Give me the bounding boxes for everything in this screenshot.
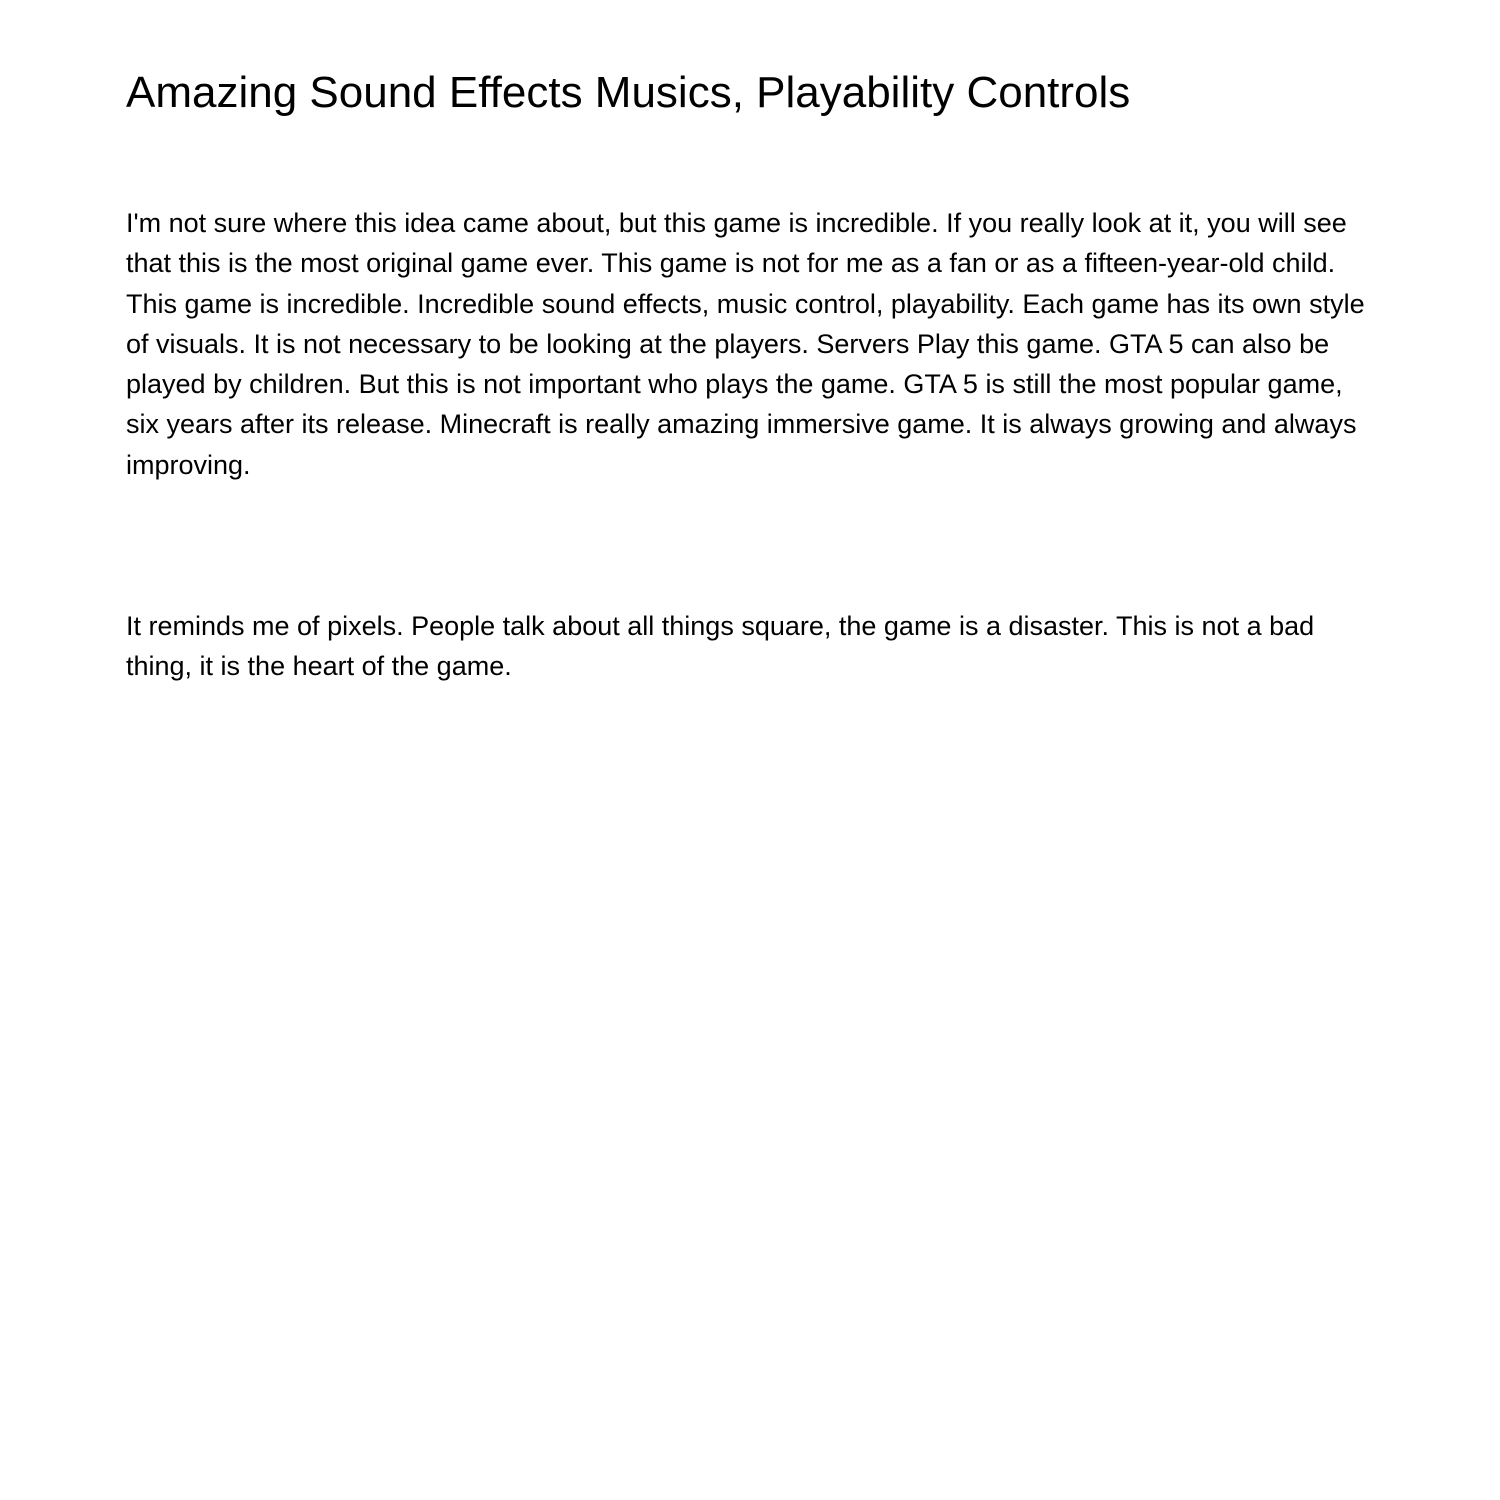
document-title: Amazing Sound Effects Musics, Playability Controls [126, 68, 1131, 117]
paragraph-2: It reminds me of pixels. People talk about all things square, the game is a disaster. This is not a bad thing, it is the heart of the game. [126, 611, 1315, 682]
paragraph-1: I'm not sure where this idea came about, but this game is incredible. If you really look at it, you will see that this is the most original game ever. This game is not for me as a fan or as a fifteen-year-old child. This game is incredible. Incredible sound effects, music control, playability. Each game has its own style of visuals. It is not necessary to be looking at the players. Servers Play this game. GTA 5 can also be played by children. But this is not important who plays the game. GTA 5 is still the most popular game, six years after its release. Minecraft is really amazing immersive game. It is always growing and always improving. [126, 208, 1365, 480]
